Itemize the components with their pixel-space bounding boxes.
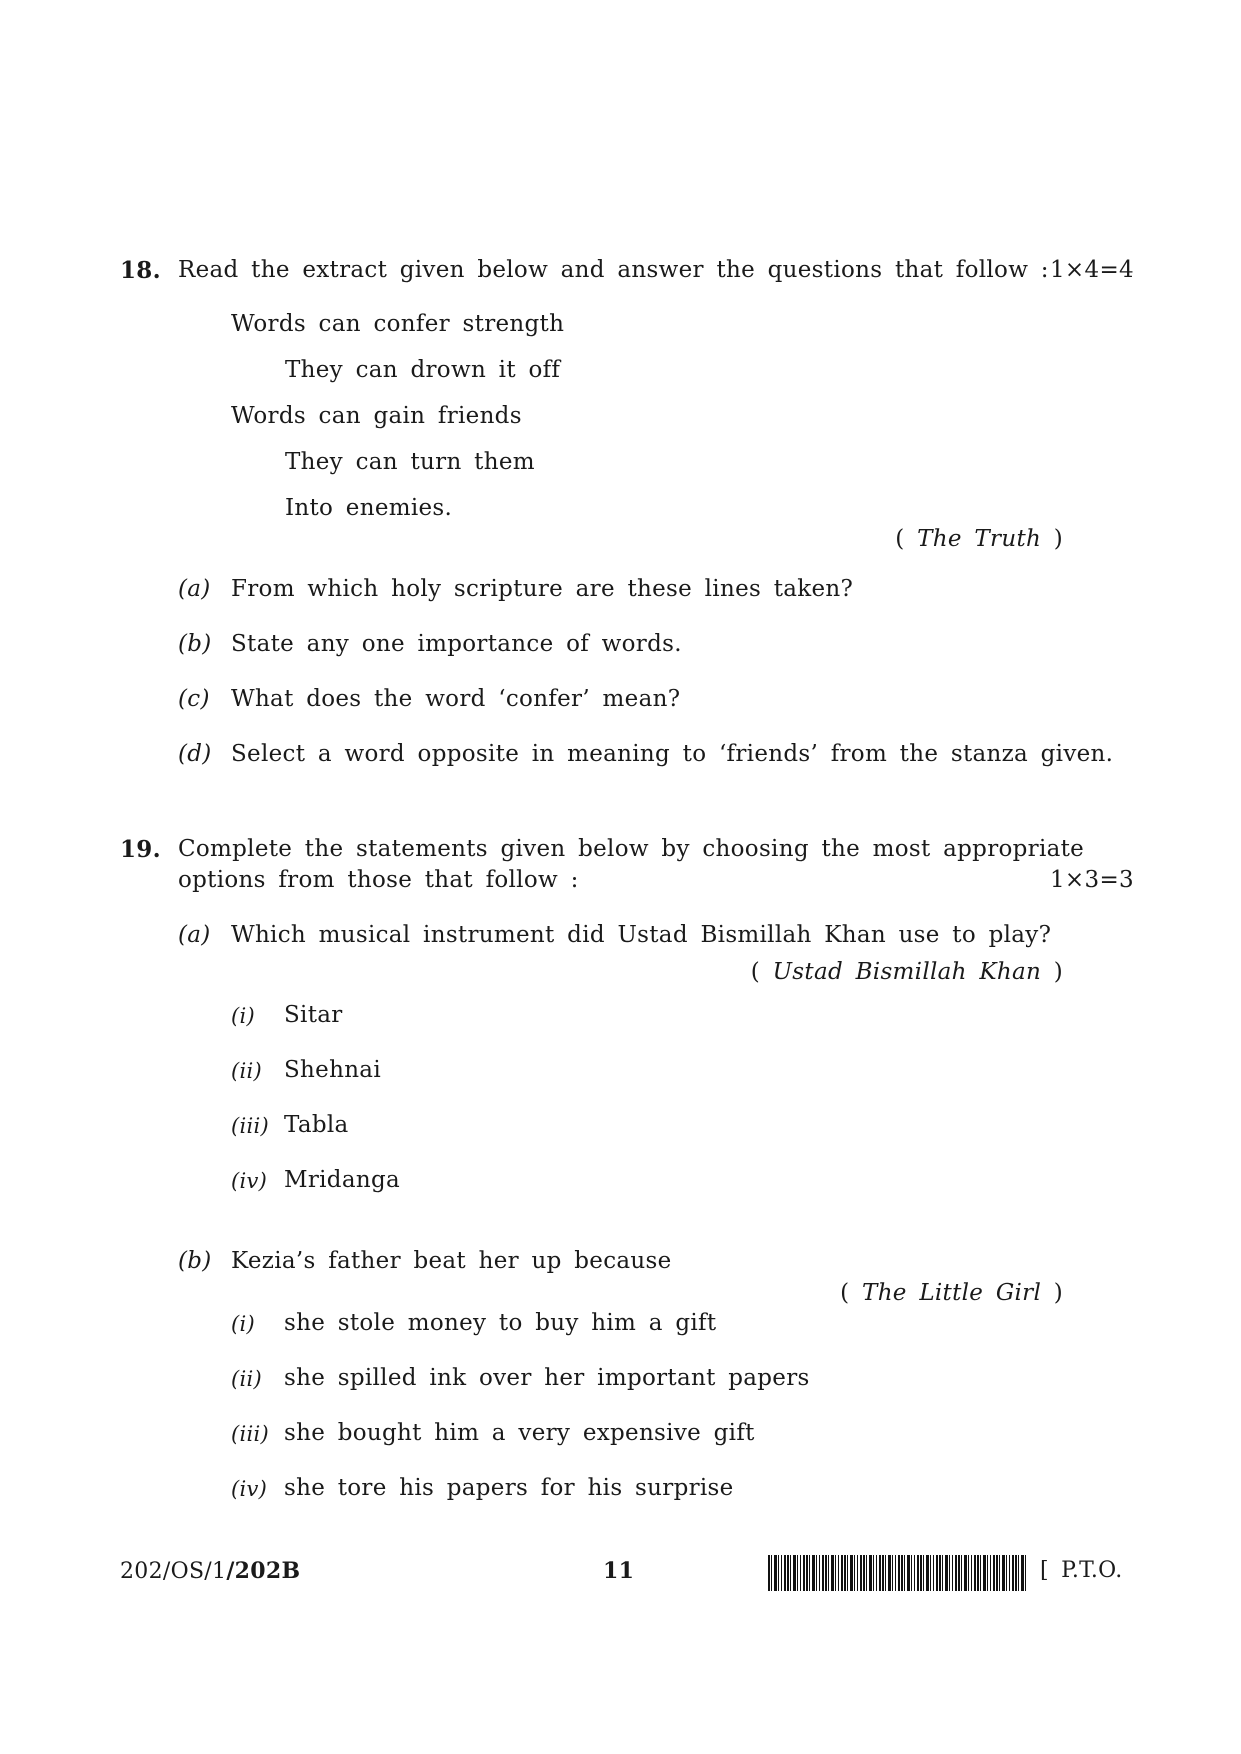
question-number: 19.	[120, 836, 161, 863]
option-text: Shehnai	[284, 1057, 381, 1083]
part-text: Select a word opposite in meaning to ‘friends’ from the stanza given.	[231, 741, 1114, 767]
question-number: 18.	[120, 257, 161, 284]
part-text: From which holy scripture are these lines taken?	[231, 576, 854, 602]
question-prompt: Read the extract given below and answer the questions that follow :	[178, 257, 1049, 283]
part-label: (a)	[178, 922, 211, 948]
option-text: she spilled ink over her important papers	[284, 1365, 810, 1391]
source-citation: ( The Truth )	[895, 526, 1063, 552]
option-label: (iv)	[231, 1169, 268, 1193]
option-text: she bought him a very expensive gift	[284, 1420, 755, 1446]
part-label: (c)	[178, 686, 210, 712]
source-citation: ( Ustad Bismillah Khan )	[750, 959, 1063, 985]
part-label: (b)	[178, 1248, 212, 1274]
option-label: (i)	[231, 1004, 256, 1028]
part-text: What does the word ‘confer’ mean?	[231, 686, 681, 712]
stanza-line: They can drown it off	[285, 357, 561, 383]
part-text: Which musical instrument did Ustad Bismillah Khan use to play?	[231, 922, 1052, 948]
page-number: 11	[603, 1558, 635, 1584]
option-label: (iii)	[231, 1422, 270, 1446]
marks-label: 1×4=4	[1050, 257, 1134, 283]
marks-label: 1×3=3	[1050, 867, 1134, 893]
option-text: she stole money to buy him a gift	[284, 1310, 717, 1336]
part-label: (b)	[178, 631, 212, 657]
option-text: Tabla	[284, 1112, 349, 1138]
option-label: (iv)	[231, 1477, 268, 1501]
barcode	[768, 1555, 1028, 1591]
option-text: she tore his papers for his surprise	[284, 1475, 734, 1501]
stanza-line: Words can gain friends	[231, 403, 522, 429]
part-text: Kezia’s father beat her up because	[231, 1248, 672, 1274]
stanza-line: Into enemies.	[285, 495, 453, 521]
option-text: Mridanga	[284, 1167, 400, 1193]
option-label: (ii)	[231, 1367, 263, 1391]
option-label: (iii)	[231, 1114, 270, 1138]
part-text: State any one importance of words.	[231, 631, 682, 657]
part-label: (d)	[178, 741, 212, 767]
pto-label: [ P.T.O.	[1040, 1558, 1123, 1583]
option-text: Sitar	[284, 1002, 343, 1028]
option-label: (i)	[231, 1312, 256, 1336]
stanza-line: Words can confer strength	[231, 311, 565, 337]
part-label: (a)	[178, 576, 211, 602]
question-prompt: Complete the statements given below by choosing the most appropriate	[178, 836, 1085, 862]
question-prompt: options from those that follow :	[178, 867, 579, 893]
stanza-line: They can turn them	[285, 449, 535, 475]
paper-code: 202/OS/1/202B	[120, 1558, 301, 1584]
source-citation: ( The Little Girl )	[840, 1280, 1063, 1306]
option-label: (ii)	[231, 1059, 263, 1083]
